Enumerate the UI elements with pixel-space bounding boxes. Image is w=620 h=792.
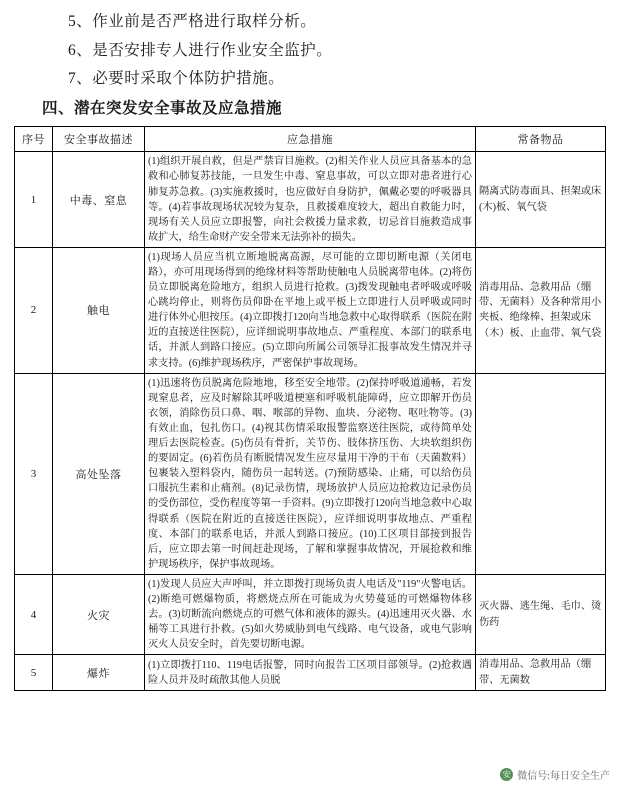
- row-description: 触电: [53, 247, 145, 373]
- row-description: 高处坠落: [53, 373, 145, 574]
- row-index: 1: [15, 152, 53, 248]
- row-description: 火灾: [53, 574, 145, 654]
- list-item: 6、是否安排专人进行作业安全监护。: [68, 41, 333, 59]
- section-heading: 四、潜在突发安全事故及应急措施: [42, 100, 283, 118]
- column-header-goods: 常备物品: [476, 127, 606, 152]
- emergency-measures-table: [14, 126, 606, 691]
- table-row: [15, 247, 606, 373]
- table-row: [15, 655, 606, 691]
- row-goods: 消毒用品、急救用品（绷带、无菌料）及各种常用小夹板、绝缘棒、担架或床（木）板、止血带、氧气袋: [476, 247, 606, 373]
- row-index: 2: [15, 247, 53, 373]
- column-header-index: 序号: [15, 127, 53, 152]
- column-header-measures: 应急措施: [145, 127, 476, 152]
- list-item: 5、作业前是否严格进行取样分析。: [68, 13, 317, 30]
- row-measures: (1)迅速将伤员脱离危险地地，移至安全地带。(2)保持呼吸道通畅，若发现窒息者，应及时解除其呼吸道梗塞和呼吸机能障碍，应立即解开伤员衣领，消除伤员口鼻、咽、喉部的异物、血块、分泌物、呕吐物等。(3)有效止血，包扎伤口。(4)视其伤情采取报警监察送往医院，或待简单处理后去医院检查。(5)伤员有骨折，关节伤、肢体挤压伤、大块软组织伤的要固定。(6)若伤员有断脱情况发生应尽量用干净的干布（天菌数料）包裹装入塑料袋内，随伤员一起转送。(7)预防感染、止痛，可以给伤员口服抗生素和止痛剂。(8)记录伤情，现场放护人员应边抢救边记录伤员的受伤部位，受伤程度等第一手资料。(9)立即拨打120向当地急救中心取得联系（医院在附近的直接送往医院），应详细说明事故地点、严重程度、本部门的联系电话，并派人到路口接应。(10)工区项目部接到报告后，应立即去第一时间赶赴现场，了解和掌握事故情况，开展抢救和维护现场秩序，保护事故现场。: [145, 373, 476, 574]
- row-description: 爆炸: [53, 655, 145, 691]
- row-measures: (1)发现人员应大声呼叫，并立即拨打现场负责人电话及"119"火警电话。(2)断绝可燃爆物质，将燃烧点所在可能成为火势蔓延的可燃爆物体移去。(3)切断流向燃烧点的可燃气体和液体的源头。(4)迅速用灭火器、水桶等工具进行扑救。(5)如火势威胁到电气线路、电气设备，或电气影响灭火人员安全时，首先要切断电源。: [145, 574, 476, 654]
- row-index: 4: [15, 574, 53, 654]
- row-description: 中毒、窒息: [53, 152, 145, 248]
- numbered-list: [14, 8, 606, 94]
- watermark-text: 微信号:每日安全生产: [517, 771, 610, 782]
- row-goods: 隔离式防毒面具、担架或床(木)板、氧气袋: [476, 152, 606, 248]
- row-measures: (1)现场人员应当机立断地脱离高源，尽可能的立即切断电源（关闭电路），亦可用现场得到的绝缘材料等帮助使触电人员脱离带电体。(2)将伤员立即脱离危险地方，组织人员进行抢救。(3)拨发现触电者呼吸或呼吸心跳均停止，则将伤员仰卧在平地上或平板上立即进行人员呼吸或同时进行体外心胆按压。(4)立即拨打120向当地急救中心取得联系（医院在附近的直接送往医院），应详细说明事故地点、严重程度、本部门的联系电话，并派人到路口接应。(5)立即向所属公司领导汇报事故发生情况并寻求支持。(6)维护现场秩序，严密保护事故现场。: [145, 247, 476, 373]
- list-item: 7、必要时采取个体防护措施。: [68, 70, 285, 88]
- watermark-logo-icon: 安: [500, 768, 513, 781]
- table-header-row: [15, 127, 606, 152]
- row-index: 5: [15, 655, 53, 691]
- row-measures: (1)立即拨打110、119电话报警，同时向报告工区项目部领导。(2)抢救遇险人员并及时疏散其他人员脱: [145, 655, 476, 691]
- row-goods: 消毒用品、急救用品（绷带、无菌数: [476, 655, 606, 691]
- watermark: [500, 767, 610, 782]
- table-row: [15, 373, 606, 574]
- column-header-description: 安全事故描述: [53, 127, 145, 152]
- row-measures: (1)组织开展自救，但是严禁盲目施救。(2)相关作业人员应具备基本的急救和心肺复苏技能，一旦发生中毒、窒息事故，可以立即对患者进行心肺复苏急救。(3)实施救援时，也应做好自身防护，佩戴必要的呼吸器具等。(4)若事故现场状况较为复杂，且救援难度较大，超出自救能力时，现场有关人员应立即报警，向社会救援力量求救，切忌首目施救造成事故扩大，给生命财产安全带来无法弥补的损失。: [145, 152, 476, 248]
- row-goods: [476, 373, 606, 574]
- row-goods: 灭火器、逃生绳、毛巾、烫伤药: [476, 574, 606, 654]
- table-row: [15, 152, 606, 248]
- table-row: [15, 574, 606, 654]
- row-index: 3: [15, 373, 53, 574]
